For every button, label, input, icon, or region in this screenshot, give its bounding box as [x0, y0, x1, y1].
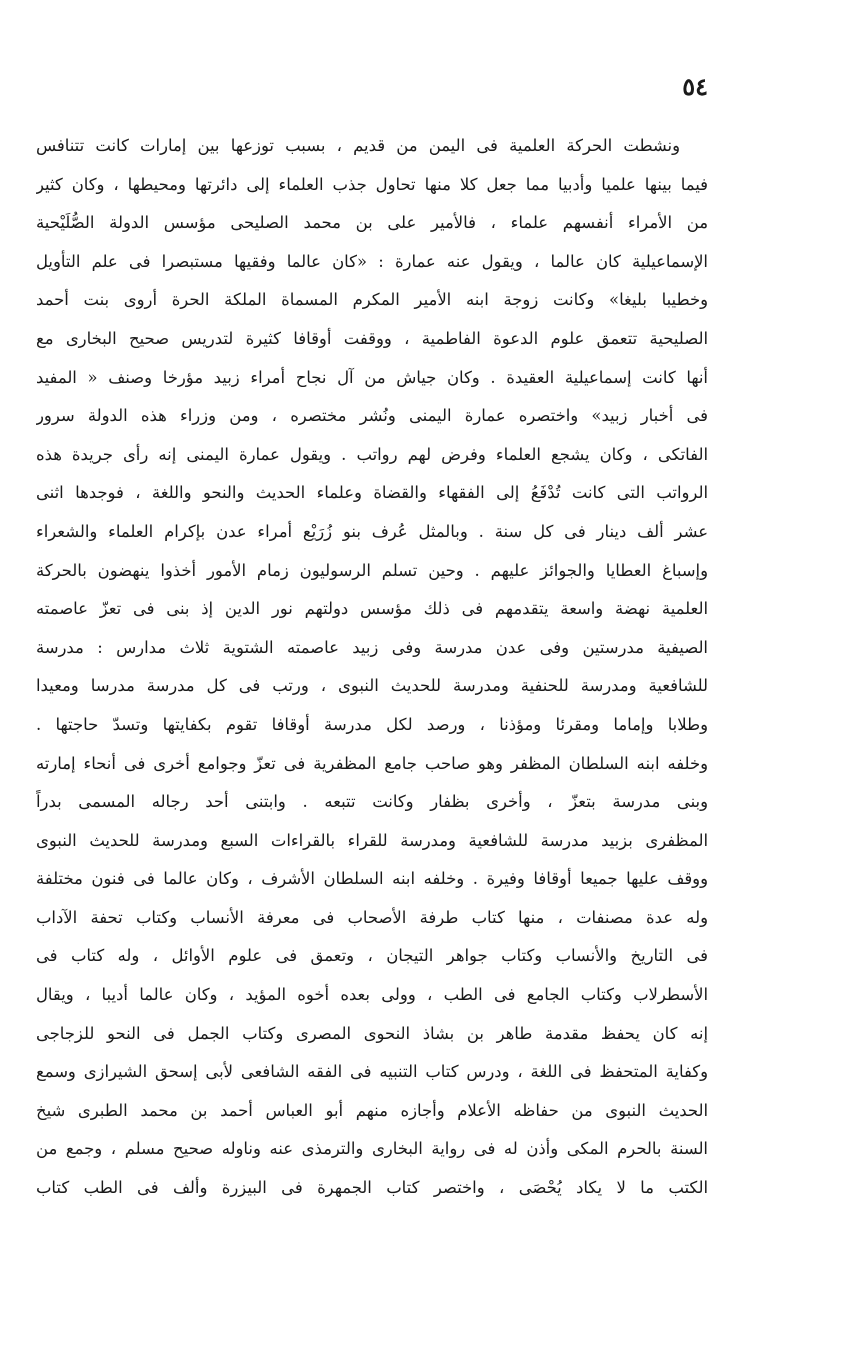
- text-line: وبنى مدرسة بتعزّ ، وأخرى بظفار وكانت تتبعه . وابتنى أحد رجاله المسمى بدراً: [36, 792, 708, 812]
- text-line: فى التاريخ والأنساب وكتاب جواهر التيجان ، وتعمق فى علوم الأوائل ، وله كتاب فى: [36, 946, 708, 966]
- text-line: الحديث النبوى من حفاظه الأعلام وأجازه منهم أبو العباس أحمد بن محمد الطبرى شيخ: [36, 1100, 708, 1120]
- text-line: فى أخبار زبيد» واختصره عمارة اليمنى ونُشر مختصره ، ومن وزراء هذه الدولة سرور: [36, 406, 708, 426]
- page-number: ٥٤: [682, 72, 708, 101]
- text-line: الرواتب التى كانت تُدْفَعُ إلى الفقهاء والقضاة وعلماء الحديث والنحو واللغة ، فوجدها اثنى: [36, 483, 708, 503]
- text-line: إنه كان يحفظ مقدمة طاهر بن بشاذ النحوى المصرى وكتاب الجمل فى النحو للزجاجى: [36, 1023, 708, 1043]
- text-line: الصليحية تتعمق علوم الدعوة الفاطمية ، ووقفت أوقافا كثيرة لتدريس صحيح البخارى مع: [36, 328, 708, 348]
- text-line: وكفاية المتحفظ فى اللغة ، ودرس كتاب التنبيه فى الفقه الشافعى لأبى إسحق الشيرازى وسمع: [36, 1062, 708, 1082]
- text-line: أنها كانت إسماعيلية العقيدة . وكان جياش من آل نجاح أمراء زبيد مؤرخا وصنف « المفيد: [36, 367, 708, 387]
- text-line: السنة بالحرم المكى وأذن له فى رواية البخارى والترمذى عنه وناوله صحيح مسلم ، وجمع من: [36, 1139, 708, 1159]
- body-text: [36, 127, 708, 1208]
- text-line: وطلابا وإماما ومقرئا ومؤذنا ، ورصد لكل مدرسة أوقافا تقوم بكفايتها وتسدّ حاجتها .: [36, 714, 708, 734]
- text-line: وإسباغ العطايا والجوائز عليهم . وحين تسلم الرسوليون زمام الأمور أخذوا ينهضون بالحركة: [36, 560, 708, 580]
- text-line: وخلفه ابنه السلطان المظفر وهو صاحب جامع المظفرية فى تعزّ وجوامع أخرى فى أنحاء إمارته: [36, 753, 708, 773]
- text-line: للشافعية ومدرسة للحنفية ومدرسة للحديث النبوى ، ورتب فى كل مدرسة مدرسا ومعيدا: [36, 676, 708, 696]
- text-line: وخطيبا بليغا» وكانت زوجة ابنه الأمير المكرم المسماة الملكة الحرة أروى بنت أحمد: [36, 290, 708, 310]
- text-line: الإسماعيلية كان عالما ، ويقول عنه عمارة : «كان عالما وفقيها مستبصرا فى علم التأويل: [36, 251, 708, 271]
- text-line: الفاتكى ، وكان يشجع العلماء وفرض لهم رواتب . ويقول عمارة اليمنى إنه رأى جريدة هذه: [36, 444, 708, 464]
- text-line: عشر ألف دينار فى كل سنة . وبالمثل عُرف بنو زُرَيْع أمراء عدن بإكرام العلماء والشعراء: [36, 521, 708, 541]
- text-line: الصيفية مدرستين وفى عدن مدرسة وفى زبيد عاصمته الشتوية ثلاث مدارس : مدرسة: [36, 637, 708, 657]
- text-line: فيما بينها علميا وأدبيا مما جعل كلا منها تحاول جذب العلماء إلى دائرتها ومحيطها ، وكان كثير: [36, 174, 708, 194]
- text-line: من الأمراء أنفسهم علماء ، فالأمير على بن محمد الصليحى مؤسس الدولة الصُّلَيْحية: [36, 213, 708, 233]
- text-line: ووقف عليها جميعا أوقافا وفيرة . وخلفه ابنه السلطان الأشرف ، وكان عالما فى فنون مختلفة: [36, 869, 708, 889]
- text-line: الأسطرلاب وكتاب الجامع فى الطب ، وولى بعده أخوه المؤيد ، وكان عالما أديبا ، ويقال: [36, 985, 708, 1005]
- text-line: ونشطت الحركة العلمية فى اليمن من قديم ، بسبب توزعها بين إمارات كانت تتنافس: [36, 136, 680, 155]
- text-line: العلمية نهضة واسعة يتقدمهم فى ذلك مؤسس دولتهم نور الدين إذ بنى فى تعزّ عاصمته: [36, 599, 708, 619]
- text-line: الكتب ما لا يكاد يُحْصَى ، واختصر كتاب الجمهرة فى البيزرة وألف فى الطب كتاب: [36, 1178, 708, 1198]
- text-line: المظفرى بزبيد مدرسة للشافعية ومدرسة للقراء بالقراءات السبع ومدرسة للحديث النبوى: [36, 830, 708, 850]
- text-line: وله عدة مصنفات ، منها كتاب طرفة الأصحاب فى معرفة الأنساب وكتاب تحفة الآداب: [36, 907, 708, 927]
